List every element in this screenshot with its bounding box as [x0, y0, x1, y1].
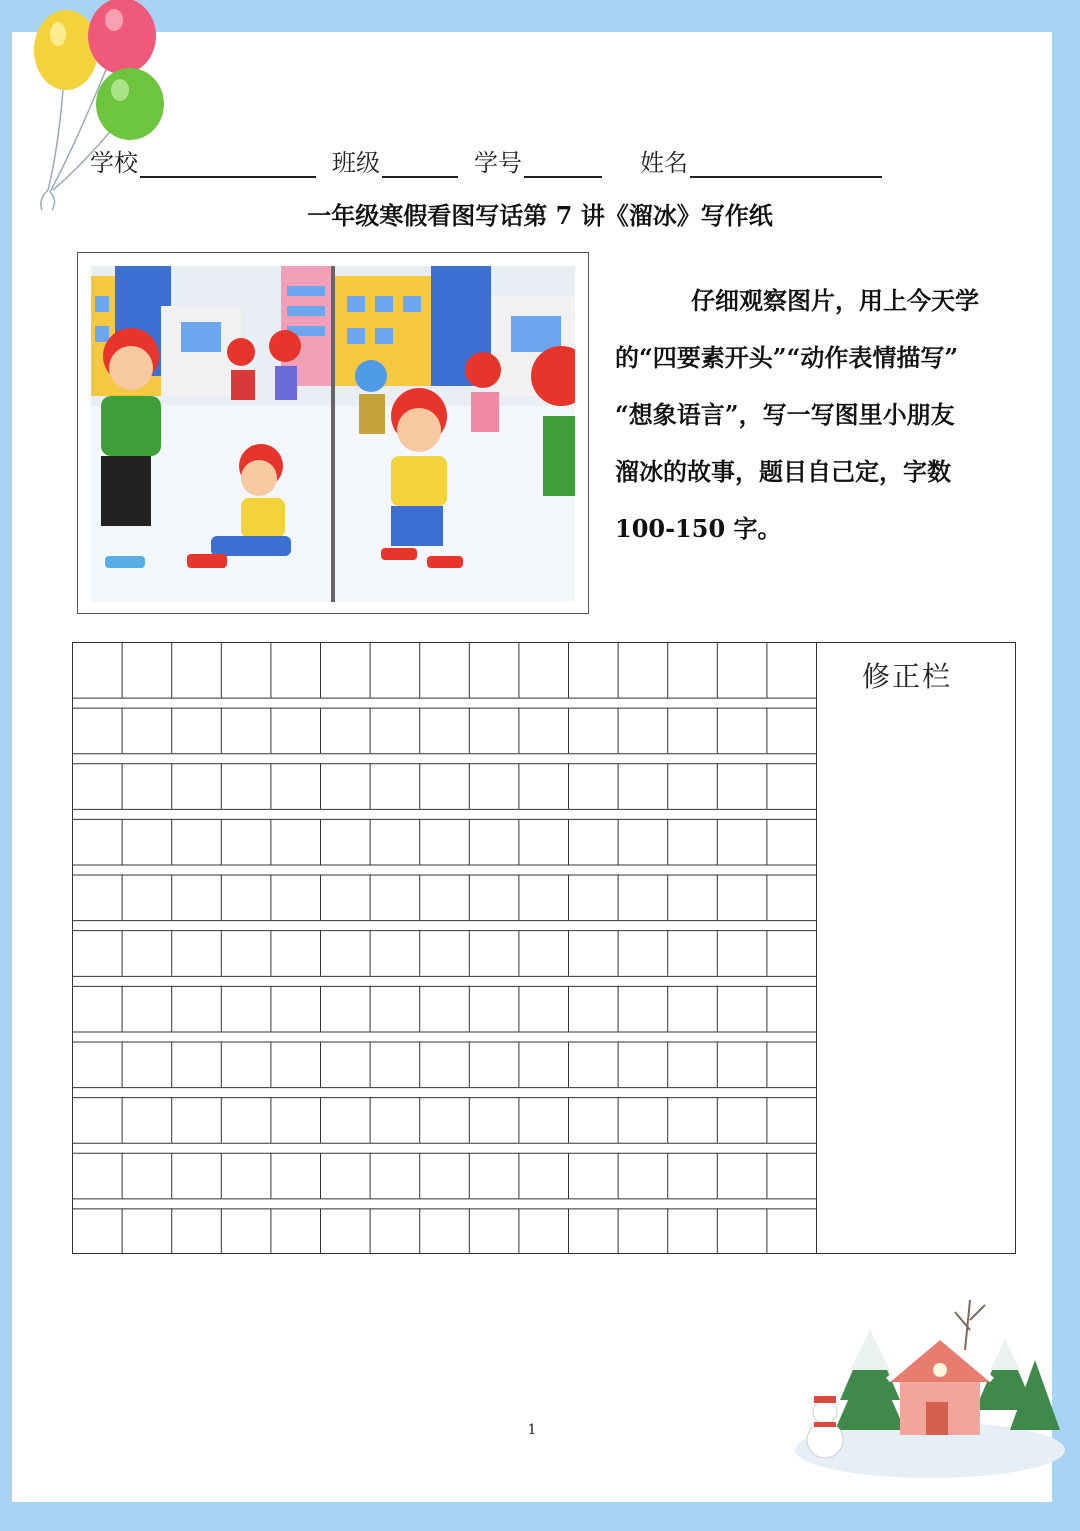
balloons-icon — [18, 0, 168, 220]
winter-house-icon — [790, 1290, 1065, 1480]
writing-row-area[interactable] — [72, 1153, 816, 1199]
student-number-label: 学号 — [474, 149, 522, 177]
name-field[interactable] — [640, 143, 882, 178]
writing-row-area[interactable] — [72, 1041, 816, 1087]
writing-row-area[interactable] — [72, 930, 816, 976]
revision-column-title: 修正栏 — [862, 660, 953, 693]
name-blank[interactable] — [690, 148, 882, 178]
writing-row-area[interactable] — [72, 875, 816, 921]
student-number-field[interactable] — [474, 143, 602, 178]
instruction-line-3: “想象语言”，写一写图里小朋友 — [615, 400, 955, 429]
picture-frame — [77, 252, 589, 614]
instruction-line-1: 仔细观察图片，用上今天学 — [691, 286, 979, 315]
writing-row-area[interactable] — [72, 986, 816, 1032]
class-blank[interactable] — [382, 148, 458, 178]
writing-row-area[interactable] — [72, 819, 816, 865]
writing-row-area[interactable] — [72, 763, 816, 809]
school-blank[interactable] — [140, 148, 316, 178]
writing-row-area[interactable] — [72, 1208, 816, 1254]
page-number: 1 — [527, 1422, 537, 1438]
writing-grid-lines — [72, 642, 1016, 1254]
instruction-text — [615, 272, 1005, 557]
writing-row-area[interactable] — [72, 642, 816, 698]
student-number-blank[interactable] — [524, 148, 602, 178]
school-label: 学校 — [90, 149, 138, 177]
class-field[interactable] — [332, 143, 458, 178]
page-title: 一年级寒假看图写话第 7 讲《溜冰》写作纸 — [307, 201, 773, 230]
instruction-line-4: 溜冰的故事，题目自己定，字数 — [615, 457, 951, 486]
student-info-fields — [90, 138, 910, 178]
snowman-icon — [807, 1396, 843, 1458]
writing-row-area[interactable] — [72, 1097, 816, 1143]
class-label: 班级 — [332, 149, 380, 177]
writing-row-area[interactable] — [72, 708, 816, 754]
skating-picture — [91, 266, 575, 602]
name-label: 姓名 — [640, 149, 688, 177]
school-field[interactable] — [90, 143, 316, 178]
instruction-line-2: 的“四要素开头”“动作表情描写” — [615, 343, 959, 372]
writing-grid — [72, 642, 1016, 1254]
instruction-line-5: 100-150 字。 — [615, 514, 782, 543]
